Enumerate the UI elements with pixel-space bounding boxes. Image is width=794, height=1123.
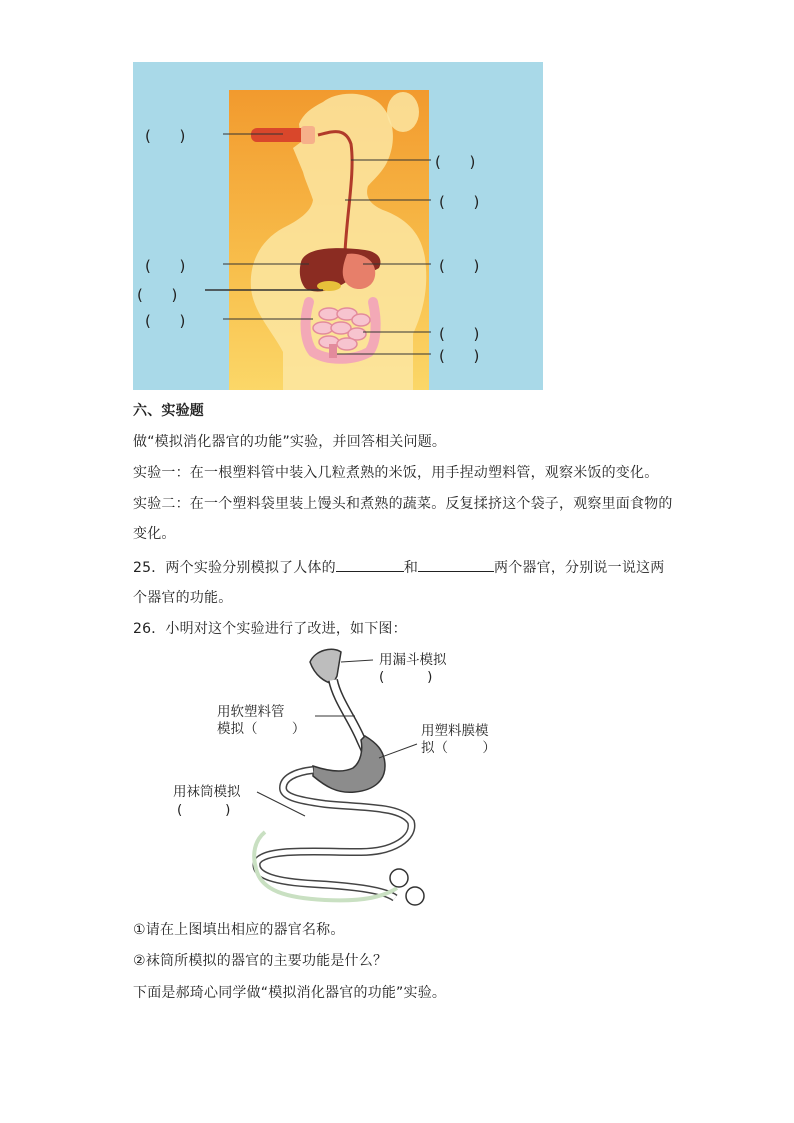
q25-middle: 和 <box>403 560 419 576</box>
digestive-model-diagram <box>165 640 505 915</box>
blank-label-4: ( ) <box>145 257 186 275</box>
blank-label-9: ( ) <box>439 347 480 365</box>
q25-prefix: 25．两个实验分别模拟了人体的 <box>133 560 336 576</box>
blank-label-5: ( ) <box>439 257 480 275</box>
blank-label-7: ( ) <box>145 312 186 330</box>
film-label-1: 用塑料膜模 <box>421 723 489 739</box>
experiment-two-line1: 实验二：在一个塑料袋里装上馒头和煮熟的蔬菜。反复揉挤这个袋子，观察里面食物的 <box>133 496 673 512</box>
sub-question-1: ①请在上图填出相应的器官名称。 <box>133 922 345 938</box>
blank-label-8: ( ) <box>439 325 480 343</box>
tube-label-2: 模拟（ ） <box>217 721 306 737</box>
sock-label-2: ( ) <box>177 802 231 818</box>
blank-label-3: ( ) <box>439 193 480 211</box>
funnel-label-1: 用漏斗模拟 <box>379 652 447 668</box>
q25-blank-2[interactable] <box>418 557 494 572</box>
ball-2 <box>406 887 424 905</box>
plastic-film-shape <box>313 736 385 792</box>
tube-label-1: 用软塑料管 <box>217 704 285 720</box>
sub-question-2: ②袜筒所模拟的器官的主要功能是什么？ <box>133 953 388 969</box>
blank-label-2: ( ) <box>435 153 476 171</box>
hand <box>301 126 315 144</box>
question-26: 26．小明对这个实验进行了改进，如下图： <box>133 621 407 637</box>
funnel-shape <box>310 649 341 684</box>
ball-1 <box>390 869 408 887</box>
sock-label-1: 用袜筒模拟 <box>173 784 241 800</box>
rectum-shape <box>329 344 337 358</box>
section-intro: 做“模拟消化器官的功能”实验，并回答相关问题。 <box>133 434 447 450</box>
digestive-model-figure <box>165 640 505 915</box>
question-25-line2: 个器官的功能。 <box>133 590 233 606</box>
section-heading: 六、实验题 <box>133 403 204 419</box>
hair-bun <box>387 92 419 132</box>
footer-text: 下面是郝琦心同学做“模拟消化器官的功能”实验。 <box>133 985 447 1001</box>
blank-label-1: ( ) <box>145 127 186 145</box>
blank-label-6: ( ) <box>137 286 178 304</box>
funnel-label-2: ( ) <box>379 669 433 685</box>
experiment-one: 实验一：在一根塑料管中装入几粒煮熟的米饭，用手捏动塑料管，观察米饭的变化。 <box>133 465 659 481</box>
question-25 <box>133 557 664 578</box>
experiment-two-line2: 变化。 <box>133 526 176 542</box>
digestive-system-diagram <box>133 62 543 390</box>
q25-blank-1[interactable] <box>336 557 404 572</box>
q25-suffix: 两个器官，分别说一说这两 <box>494 560 665 576</box>
digestive-system-figure <box>133 62 543 390</box>
film-label-2: 拟（ ） <box>421 740 496 756</box>
